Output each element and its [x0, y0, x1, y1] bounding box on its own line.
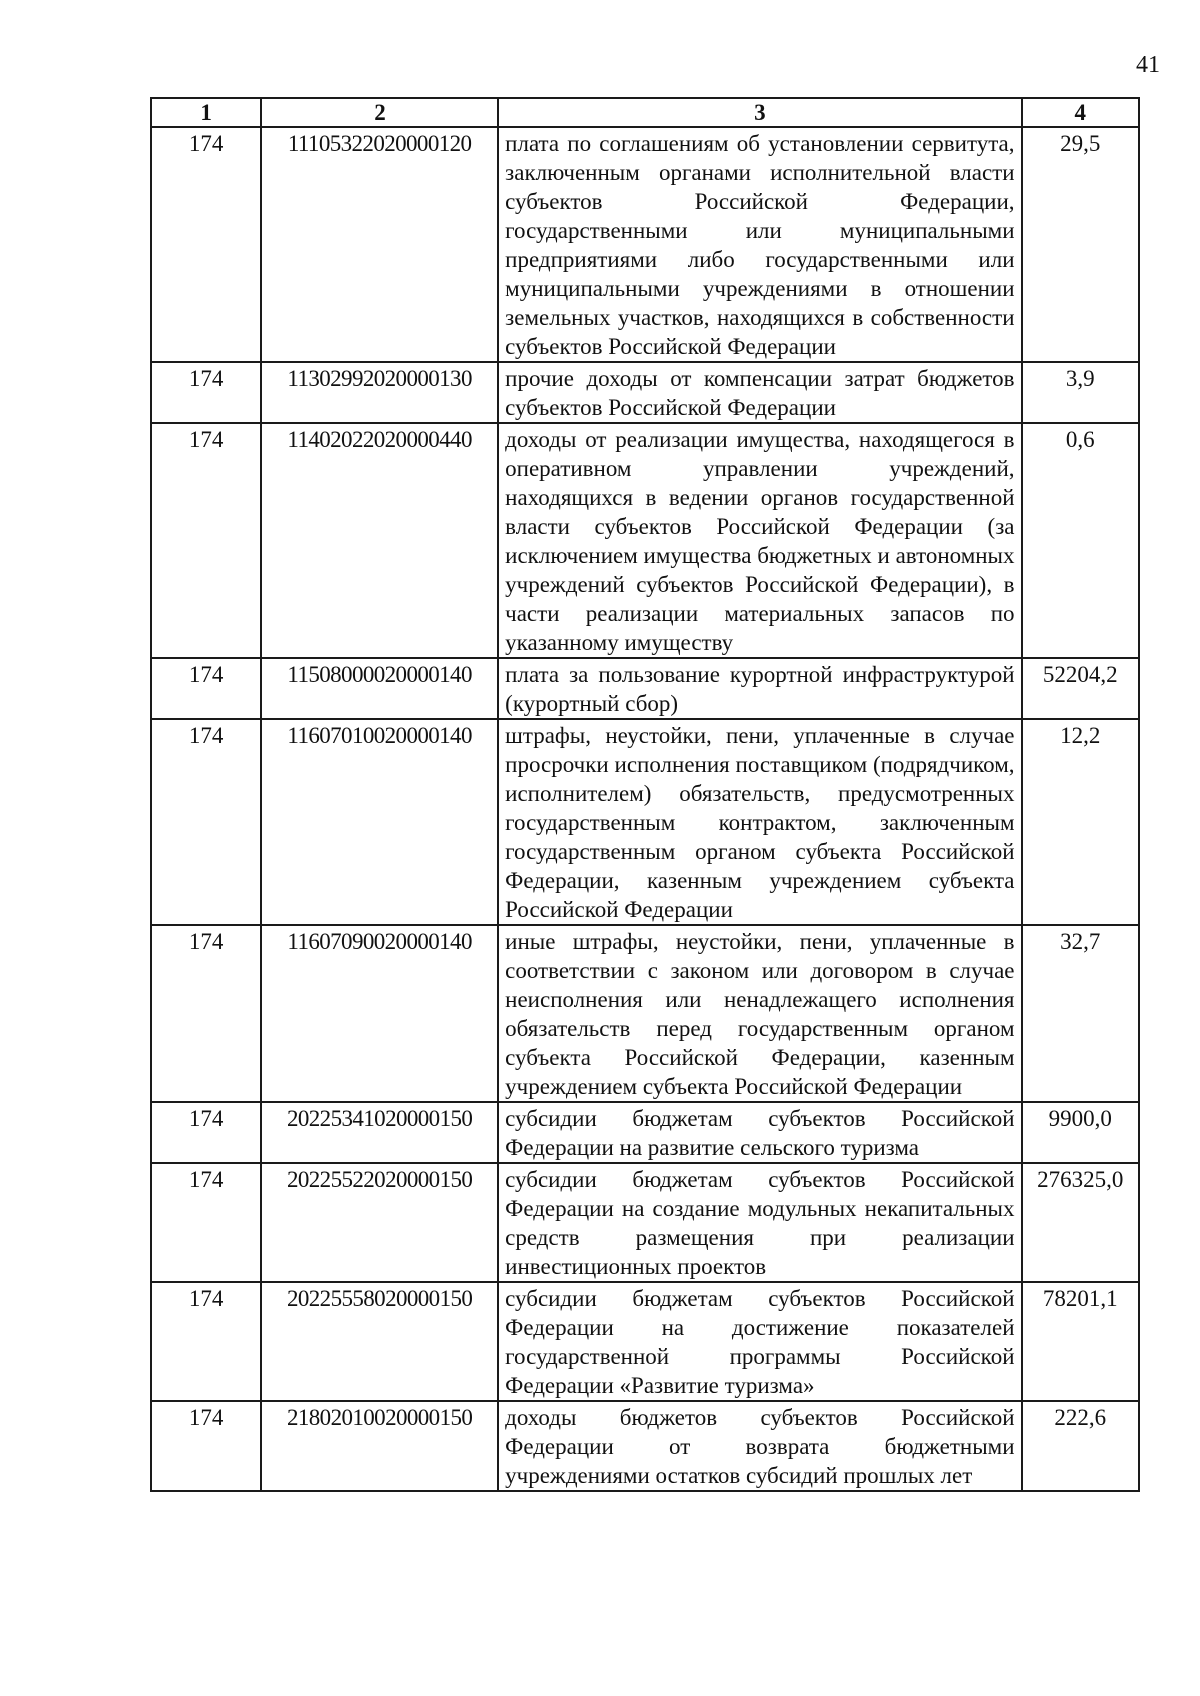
- table-row: [151, 925, 1139, 1102]
- column-header-3: 3: [498, 98, 1021, 127]
- revenue-code-cell: 11607090020000140: [261, 925, 498, 1102]
- amount-cell: 222,6: [1022, 1401, 1139, 1491]
- revenue-name-cell: штрафы, неустойки, пени, уплаченные в случае просрочки исполнения поставщиком (подрядчиком, исполнителем) обязательств, предусмотренных государственным контрактом, заключенным государственным органом субъекта Российской Федерации, казенным учреждением субъекта Российской Федерации: [498, 719, 1021, 925]
- column-header-1: 1: [151, 98, 261, 127]
- amount-cell: 3,9: [1022, 362, 1139, 423]
- table-row: [151, 1282, 1139, 1401]
- admin-code-cell: 174: [151, 1163, 261, 1282]
- revenue-name-cell: плата по соглашениям об установлении сервитута, заключенным органами исполнительной власти субъектов Российской Федерации, государственными или муниципальными предприятиями либо государственными или муниципальными учреждениями в отношении земельных участков, находящихся в собственности субъектов Российской Федерации: [498, 127, 1021, 362]
- revenue-name-cell: доходы бюджетов субъектов Российской Федерации от возврата бюджетными учреждениями остатков субсидий прошлых лет: [498, 1401, 1021, 1491]
- admin-code-cell: 174: [151, 423, 261, 658]
- revenue-code-cell: 11607010020000140: [261, 719, 498, 925]
- table-row: [151, 658, 1139, 719]
- amount-cell: 0,6: [1022, 423, 1139, 658]
- table-row: [151, 1102, 1139, 1163]
- amount-cell: 29,5: [1022, 127, 1139, 362]
- revenue-name-cell: субсидии бюджетам субъектов Российской Федерации на создание модульных некапитальных средств размещения при реализации инвестиционных проектов: [498, 1163, 1021, 1282]
- table-row: [151, 423, 1139, 658]
- admin-code-cell: 174: [151, 362, 261, 423]
- revenue-name-cell: плата за пользование курортной инфраструктурой (курортный сбор): [498, 658, 1021, 719]
- table-row: [151, 1163, 1139, 1282]
- revenue-code-cell: 11105322020000120: [261, 127, 498, 362]
- revenue-code-cell: 11508000020000140: [261, 658, 498, 719]
- revenue-code-cell: 20225341020000150: [261, 1102, 498, 1163]
- amount-cell: 276325,0: [1022, 1163, 1139, 1282]
- budget-revenue-table: [150, 97, 1140, 1492]
- revenue-code-cell: 11402022020000440: [261, 423, 498, 658]
- table-row: [151, 719, 1139, 925]
- admin-code-cell: 174: [151, 1102, 261, 1163]
- page-number: 41: [1136, 52, 1160, 78]
- revenue-name-cell: доходы от реализации имущества, находящегося в оперативном управлении учреждений, находящихся в ведении органов государственной власти субъектов Российской Федерации (за исключением имущества бюджетных и автономных учреждений субъектов Российской Федерации), в части реализации материальных запасов по указанному имуществу: [498, 423, 1021, 658]
- revenue-code-cell: 20225522020000150: [261, 1163, 498, 1282]
- amount-cell: 32,7: [1022, 925, 1139, 1102]
- admin-code-cell: 174: [151, 719, 261, 925]
- revenue-name-cell: субсидии бюджетам субъектов Российской Федерации на развитие сельского туризма: [498, 1102, 1021, 1163]
- table-row: [151, 362, 1139, 423]
- revenue-name-cell: прочие доходы от компенсации затрат бюджетов субъектов Российской Федерации: [498, 362, 1021, 423]
- revenue-name-cell: иные штрафы, неустойки, пени, уплаченные в соответствии с законом или договором в случае неисполнения или ненадлежащего исполнения обязательств перед государственным органом субъекта Российской Федерации, казенным учреждением субъекта Российской Федерации: [498, 925, 1021, 1102]
- admin-code-cell: 174: [151, 925, 261, 1102]
- admin-code-cell: 174: [151, 1401, 261, 1491]
- table-row: [151, 1401, 1139, 1491]
- column-header-2: 2: [261, 98, 498, 127]
- amount-cell: 12,2: [1022, 719, 1139, 925]
- revenue-code-cell: 21802010020000150: [261, 1401, 498, 1491]
- admin-code-cell: 174: [151, 1282, 261, 1401]
- amount-cell: 78201,1: [1022, 1282, 1139, 1401]
- amount-cell: 9900,0: [1022, 1102, 1139, 1163]
- revenue-name-cell: субсидии бюджетам субъектов Российской Федерации на достижение показателей государственной программы Российской Федерации «Развитие туризма»: [498, 1282, 1021, 1401]
- revenue-code-cell: 20225558020000150: [261, 1282, 498, 1401]
- amount-cell: 52204,2: [1022, 658, 1139, 719]
- table-header-row: [151, 98, 1139, 127]
- admin-code-cell: 174: [151, 127, 261, 362]
- revenue-code-cell: 11302992020000130: [261, 362, 498, 423]
- table-row: [151, 127, 1139, 362]
- column-header-4: 4: [1022, 98, 1139, 127]
- admin-code-cell: 174: [151, 658, 261, 719]
